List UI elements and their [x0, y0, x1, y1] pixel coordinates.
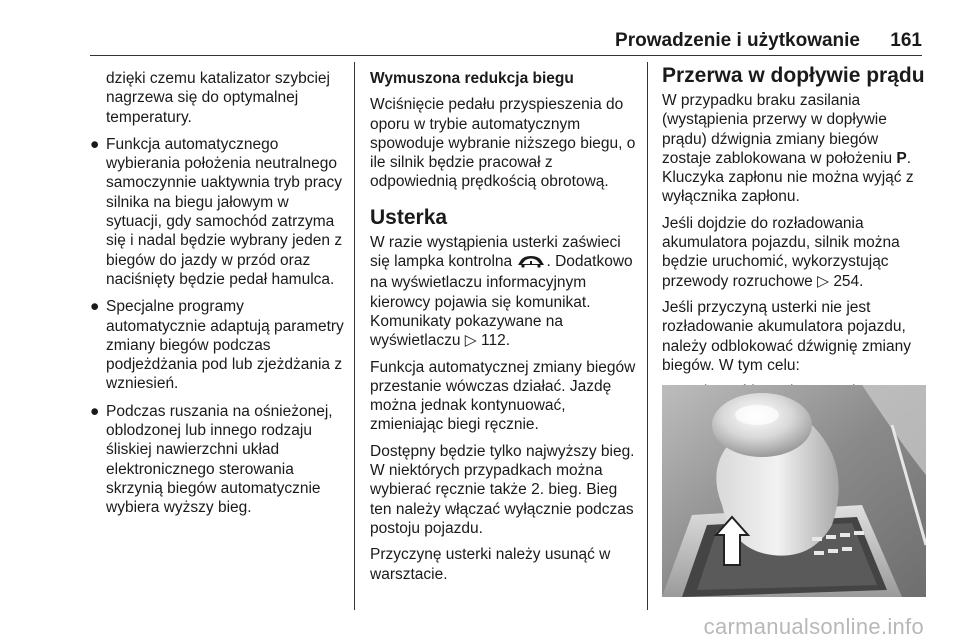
power-outage-text: W przypadku braku zasilania (wystąpienia przerwy w dopływie prądu) dźwignia zmiany biegów zostaje zablokowana w położeniu P. Kluczyka zapłonu nie można wyjąć z wyłącznika zapłonu.: [662, 92, 914, 206]
bullet-icon: ●: [90, 402, 100, 420]
continuation-text: dzięki czemu katalizator szybciej nagrzewa się do optymalnej temperatury.: [106, 70, 330, 126]
bullet-text: Specjalne programy automatycznie adaptują parametry zmiany biegów podczas podjeżdżania pod lub zjeżdżania z wzniesień.: [106, 298, 344, 393]
header-title: Prowadzenie i użytkowanie: [615, 30, 860, 51]
bullet-icon: ●: [90, 298, 100, 316]
reference-arrow-icon: ▷: [817, 272, 829, 290]
bullet-item: [90, 297, 345, 393]
bullet-text: Podczas ruszania na ośnieżonej, oblodzonej lub innego rodzaju śliskiej nawierzchni układ elektronicznego sterowania skrzynią biegów automatycznie wybiera wyższy bieg.: [106, 402, 333, 517]
gear-lever-photo: [662, 385, 926, 597]
column-left: [90, 69, 345, 526]
kickdown-heading: Wymuszona redukcja biegu: [370, 70, 574, 87]
kickdown-text: Wciśnięcie pedału przyspieszenia do oporu w trybie automatycznym spowoduje wybranie niższego biegu, o ile silnik będzie pracował z odpowiednią prędkością obrotową.: [370, 96, 636, 191]
column-divider-left: [354, 62, 355, 610]
column-middle: [370, 69, 638, 591]
bullet-text: Funkcja automatycznego wybierania położenia neutralnego samoczynnie uaktywnia tryb pracy silnika na biegu jałowym w sytuacji, gdy samochód zatrzyma się i nadal będzie wybrany jeden z biegów do jazdy w przód oraz naciśnięty będzie pedał hamulca.: [106, 135, 343, 288]
fault-text-4: Przyczynę usterki należy usunąć w warsztacie.: [370, 546, 611, 583]
page-number: 161: [890, 30, 922, 51]
unlock-text: Jeśli przyczyną usterki nie jest rozładowanie akumulatora pojazdu, należy odblokować dźwignię zmiany biegów. W tym celu:: [662, 298, 911, 374]
bullet-list: [90, 135, 345, 518]
bullet-item: [90, 402, 345, 518]
fault-text-3: Dostępny będzie tylko najwyższy bieg. W niektórych przypadkach można wybierać ręcznie także 2. bieg. Bieg ten należy włączać wyłącznie podczas postoju pojazdu.: [370, 442, 635, 537]
column-divider-right: [647, 62, 648, 610]
column-right: [662, 64, 927, 401]
header-rule: [90, 55, 922, 56]
bullet-icon: ●: [90, 135, 100, 153]
bullet-item: [90, 135, 345, 289]
park-position-label: P: [896, 149, 907, 167]
gear-lever-illustration: [662, 385, 926, 597]
reference-arrow-icon: ▷: [464, 332, 477, 350]
page-reference: 112.: [481, 332, 511, 350]
battery-text: Jeśli dojdzie do rozładowania akumulatora pojazdu, silnik można będzie uruchomić, wykorzystując przewody rozruchowe ▷ 254.: [662, 214, 900, 290]
fault-text: W razie wystąpienia usterki zaświeci się lampka kontrolna . Dodatkowo na wyświetlaczu informacyjnym kierowcy pojawia się komunikat. Komunikaty pokazywane na wyświetlaczu ▷ 112.: [370, 233, 633, 350]
fault-heading: Usterka: [370, 205, 448, 229]
page-reference: 254.: [833, 272, 864, 290]
fault-text-2: Funkcja automatycznej zmiany biegów przestanie wówczas działać. Jazdę można jednak kontynuować, zmieniając biegi ręcznie.: [370, 358, 636, 434]
watermark: carmanualsonline.info: [703, 614, 924, 639]
power-outage-heading: Przerwa w dopływie prądu: [662, 64, 925, 87]
transmission-warning-lamp-icon: [516, 254, 546, 273]
